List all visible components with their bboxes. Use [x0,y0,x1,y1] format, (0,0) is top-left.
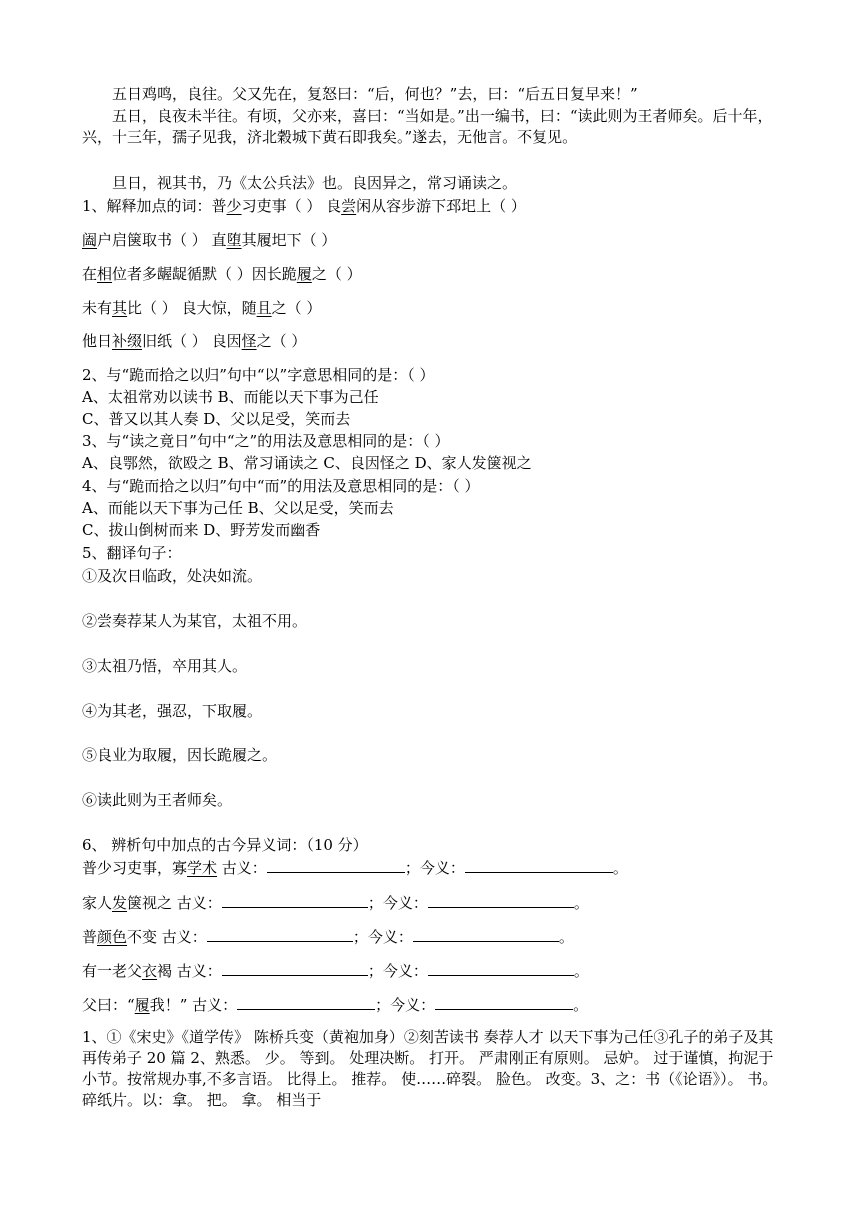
q5-sentence-4: ④为其老，强忍，下取履。 [82,702,263,720]
q1-text: 位者多龌龊循默（ ）因长跪 [112,265,297,283]
passage-paragraph-2: 五日，良夜未半往。有顷，父亦来，喜曰：“当如是。”出一编书，曰：“读此则为王者师矣。后十年，兴，十三年，孺子见我，济北穀城下黄石即我矣。”遂去，无他言。不复见。 [82,107,773,146]
q5-sentence-2: ②尝奏荐某人为某官，太祖不用。 [82,612,308,630]
q4-options-ab: A、而能以天下事为己任 B、父以足受，笑而去 [82,499,394,517]
answer-blank[interactable] [465,858,613,873]
q6-text: 我！” 古义： [149,996,238,1014]
dotted-word: 堕 [226,231,242,249]
q6-text: 家人 [82,894,113,912]
q1-text: 习吏事（ ） 良 [241,197,342,215]
dotted-word: 衣 [142,962,158,980]
dotted-word: 颜色 [97,928,128,946]
q6-text: 。 [573,962,589,980]
q6-text: 。 [612,859,628,877]
q6-text: 普 [82,928,98,946]
answer-blank[interactable] [428,961,574,976]
q6-row-2 [82,893,589,914]
dotted-word: 相 [97,265,113,283]
q6-text: 。 [558,928,574,946]
q6-text: ；今义： [367,962,428,980]
q6-text: 。 [573,996,589,1014]
q5-sentence-5: ⑤良业为取履，因长跪履之。 [82,746,278,764]
answer-blank[interactable] [413,927,559,942]
dotted-word: 且 [256,299,272,317]
q6-stem: 6、 辨析句中加点的古今异义词：（10 分） [82,836,368,854]
q4-options-cd: C、拔山倒树而来 D、野芳发而幽香 [82,521,321,539]
q1-text: 之（ ） [271,299,322,317]
dotted-word: 学术 [187,859,218,877]
q6-text: 古义： [217,859,267,877]
answer-blank[interactable] [267,858,405,873]
q1-text: 旧纸（ ） 良因 [142,332,242,350]
dotted-word: 其 [112,299,128,317]
q1-text: 闲从容步游下邳圯上（ ） [356,197,526,215]
q2-options-ab: A、太祖常劝以读书 B、而能以天下事为己任 [82,388,379,406]
q6-text: 箧视之 古义： [127,894,222,912]
dotted-word: 补缀 [112,332,143,350]
q5-sentence-1: ①及次日临政，处决如流。 [82,567,263,585]
q1-text: 户启箧取书（ ） 直 [97,231,227,249]
q6-text: 不变 古义： [127,928,207,946]
q1-text: 其履圯下（ ） [241,231,337,249]
q5-sentence-3: ③太祖乃悟，卒用其人。 [82,657,248,675]
q6-row-3 [82,927,574,948]
dotted-word: 发 [112,894,128,912]
q1-line-1 [82,196,526,217]
q6-text: 有一老父 [82,962,143,980]
answer-blank[interactable] [435,995,573,1010]
q6-text: 褐 古义： [157,962,222,980]
dotted-word: 怪 [241,332,257,350]
q1-text: 之（ ） [311,265,362,283]
q1-line-5 [82,331,306,352]
q6-text: ；今义： [367,894,428,912]
q6-text: ；今义： [375,996,436,1014]
q3-stem: 3、与“读之竟日”句中“之”的用法及意思相同的是：（ ） [82,432,450,450]
answer-key: 1、①《宋史》《道学传》 陈桥兵变（黄袍加身）②刻苦读书 奏荐人才 以天下事为己任③孔子的弟子及其再传弟子 20 篇 2、熟悉。 少。 等到。 处理决断。 打开。 严肃刚正有原则。 忌妒。 过于谨慎，拘泥于小节。按常规办事,不多言语。 比得上。 推荐。 使……碎裂。 脸色。 改变。3、之：书（《论语》）。 书。 碎纸片。以：拿。 把。 拿。 相当于 [82,1028,778,1109]
q5-sentence-6: ⑥读此则为王者师矣。 [82,791,233,809]
q3-options: A、良鄂然，欲殴之 B、常习诵读之 C、良因怪之 D、家人发箧视之 [82,454,532,472]
q6-text: 父曰：“ [82,996,135,1014]
q1-text: 1、解释加点的词：普 [82,197,227,215]
answer-blank[interactable] [222,893,368,908]
dotted-word: 履 [134,996,150,1014]
passage-paragraph-3: 旦日，视其书，乃《太公兵法》也。良因异之，常习诵读之。 [112,174,518,192]
q5-stem: 5、翻译句子： [82,544,182,562]
answer-blank[interactable] [222,961,368,976]
q6-text: ；今义： [352,928,413,946]
q1-line-3 [82,264,362,285]
q1-text: 比（ ） 良大惊，随 [127,299,257,317]
q6-text: ；今义： [404,859,465,877]
dotted-word: 尝 [341,197,357,215]
q1-line-2 [82,230,336,251]
q1-text: 之（ ） [256,332,307,350]
q4-stem: 4、与“跪而拾之以归”句中“而”的用法及意思相同的是：（ ） [82,477,480,495]
dotted-word: 阖 [82,231,98,249]
answer-blank[interactable] [428,893,574,908]
q2-options-cd: C、普又以其人奏 D、父以足受，笑而去 [82,410,351,428]
dotted-word: 履 [296,265,312,283]
q6-text: 普少习吏事，寡 [82,859,188,877]
q1-text: 在 [82,265,98,283]
q6-row-4 [82,961,589,982]
q6-row-1 [82,858,628,879]
answer-blank[interactable] [207,927,353,942]
q2-stem: 2、与“跪而拾之以归”句中“以”字意思相同的是：（ ） [82,366,435,384]
q6-row-5 [82,995,588,1016]
q1-text: 未有 [82,299,113,317]
q1-line-4 [82,298,321,319]
answer-blank[interactable] [237,995,375,1010]
q6-text: 。 [573,894,589,912]
q1-text: 他日 [82,332,113,350]
passage-paragraph-1: 五日鸡鸣，良往。父又先在，复怒曰：“后，何也？”去，曰：“后五日复早来！” [112,85,638,103]
dotted-word: 少 [226,197,242,215]
